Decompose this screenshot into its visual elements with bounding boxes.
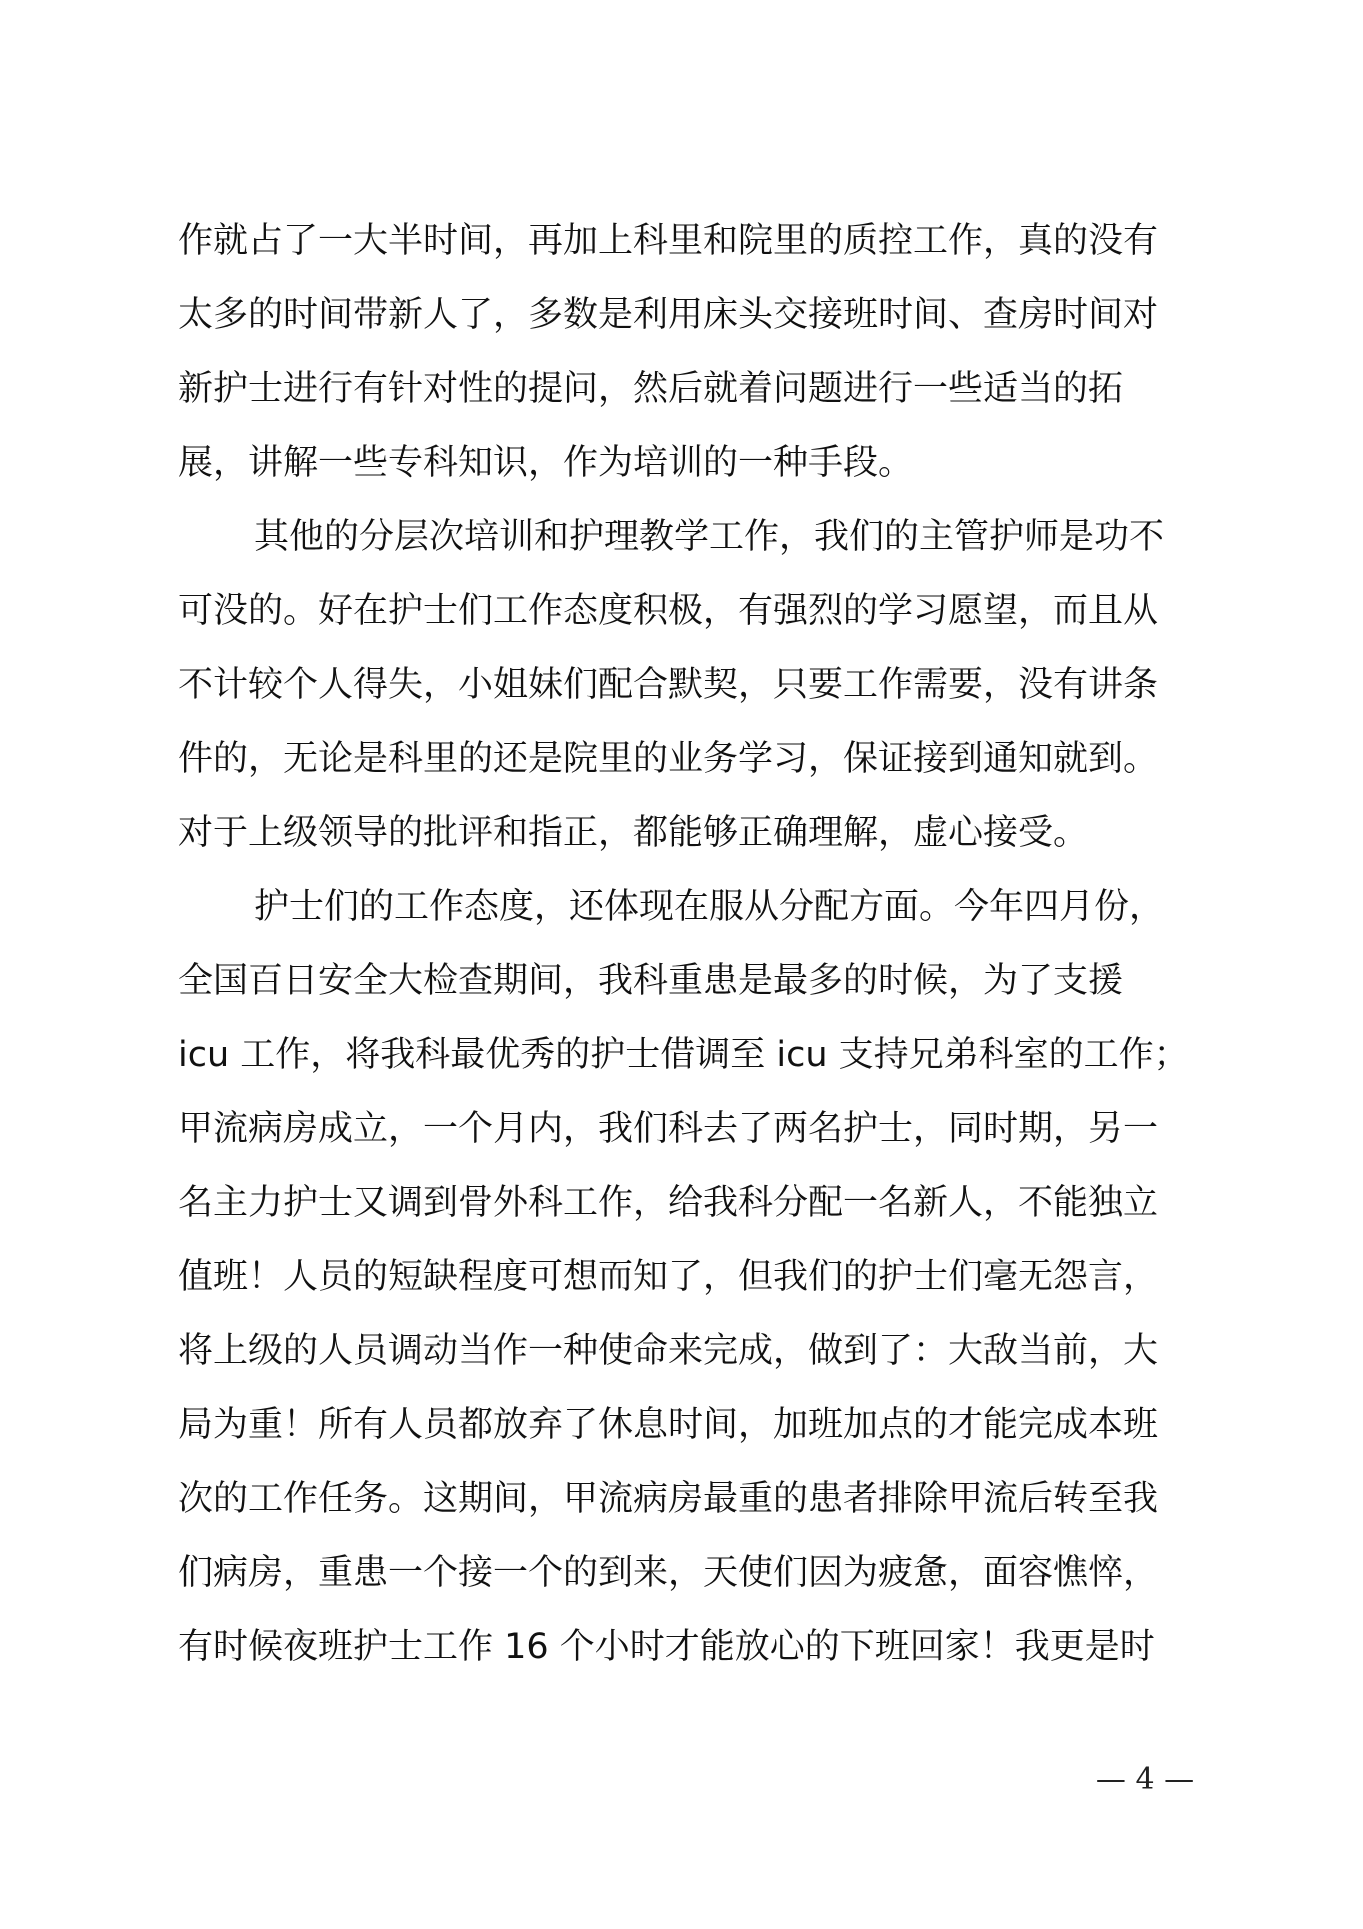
text-line: 全国百日安全大检查期间，我科重患是最多的时候，为了支援 bbox=[178, 961, 1124, 1001]
text-line: 甲流病房成立，一个月内，我们科去了两名护士，同时期，另一 bbox=[178, 1109, 1159, 1149]
text-line: icu 工作，将我科最优秀的护士借调至 icu 支持兄弟科室的工作； bbox=[178, 1035, 1189, 1075]
paragraph-first-line: 护士们的工作态度，还体现在服从分配方面。今年四月份， bbox=[254, 887, 1165, 927]
text-line: 次的工作任务。这期间，甲流病房最重的患者排除甲流后转至我 bbox=[178, 1479, 1159, 1519]
text-line: 可没的。好在护士们工作态度积极，有强烈的学习愿望，而且从 bbox=[178, 591, 1159, 631]
text-line: 不计较个人得失，小姐妹们配合默契，只要工作需要，没有讲条 bbox=[178, 665, 1159, 705]
text-line: 对于上级领导的批评和指正，都能够正确理解，虚心接受。 bbox=[178, 813, 1089, 853]
page-number: — 4 — bbox=[1095, 1762, 1195, 1797]
text-line: 有时候夜班护士工作 16 个小时才能放心的下班回家！我更是时 bbox=[178, 1627, 1155, 1667]
text-line: 名主力护士又调到骨外科工作，给我科分配一名新人，不能独立 bbox=[178, 1183, 1159, 1223]
text-line: 新护士进行有针对性的提问，然后就着问题进行一些适当的拓 bbox=[178, 369, 1124, 409]
text-line: 将上级的人员调动当作一种使命来完成，做到了：大敌当前，大 bbox=[178, 1331, 1159, 1371]
text-line: 件的，无论是科里的还是院里的业务学习，保证接到通知就到。 bbox=[178, 739, 1159, 779]
text-line: 值班！人员的短缺程度可想而知了，但我们的护士们毫无怨言， bbox=[178, 1257, 1159, 1297]
paragraph-first-line: 其他的分层次培训和护理教学工作，我们的主管护师是功不 bbox=[254, 517, 1165, 557]
text-line: 展，讲解一些专科知识，作为培训的一种手段。 bbox=[178, 443, 914, 483]
text-line: 太多的时间带新人了，多数是利用床头交接班时间、查房时间对 bbox=[178, 295, 1159, 335]
text-line: 作就占了一大半时间，再加上科里和院里的质控工作，真的没有 bbox=[178, 221, 1159, 261]
text-line: 们病房，重患一个接一个的到来，天使们因为疲惫，面容憔悴， bbox=[178, 1553, 1159, 1593]
text-line: 局为重！所有人员都放弃了休息时间，加班加点的才能完成本班 bbox=[178, 1405, 1159, 1445]
